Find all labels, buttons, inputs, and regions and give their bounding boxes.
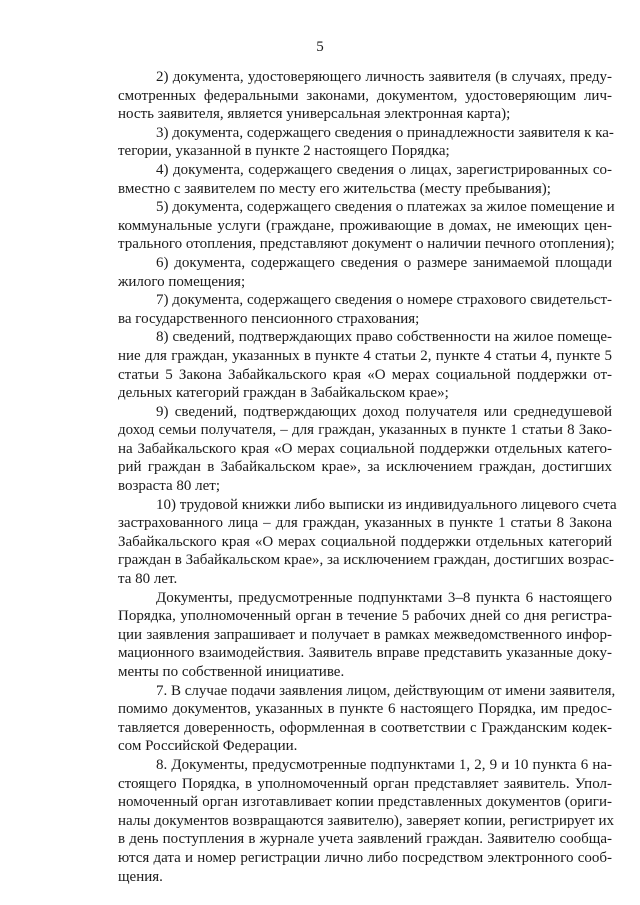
text-line: граждан в Забайкальском крае», за исключением граждан, достигших возрас- [118,552,614,569]
text-line: в день поступления в журнале учета заявлений граждан. Заявителю сообща- [118,831,612,848]
text-line: сом Российской Федерации. [118,738,298,755]
text-line: 5) документа, содержащего сведения о платежах за жилое помещение и [156,199,615,216]
text-line: 6) документа, содержащего сведения о размере занимаемой площади [156,254,612,271]
page-number: 5 [316,39,324,55]
text-line: помимо документов, указанных в пункте 6 настоящего Порядка, им предос- [118,701,612,718]
paragraph [118,496,617,589]
text-line: 7) документа, содержащего сведения о номере страхового свидетельст- [156,292,612,309]
paragraph [118,291,612,328]
document-body [118,68,617,886]
text-line: рий граждан в Забайкальском крае», за исключением граждан, достигших [118,459,612,476]
text-line: щения. [118,868,163,885]
text-line: Документы, предусмотренные подпунктами 3–8 пункта 6 настоящего [156,589,612,606]
text-line: вместно с заявителем по месту его жительства (месту пребывания); [118,180,551,197]
text-line: дельных категорий граждан в Забайкальском крае»; [118,385,449,402]
paragraph [118,328,612,402]
text-line: ции заявления запрашивает и получает в рамках межведомственного инфор- [118,626,612,643]
paragraph [118,68,612,124]
paragraph [118,161,612,198]
text-line: смотренных федеральными законами, документом, удостоверяющим лич- [118,87,612,104]
text-line: доход семьи получателя, – для граждан, указанных в пункте 1 статьи 8 Зако- [118,422,612,439]
paragraph [118,756,612,886]
text-line: стоящего Порядка, в уполномоченный орган представляет заявитель. Упол- [118,775,612,792]
text-line: статьи 5 Закона Забайкальского края «О мерах социальной поддержки от- [118,366,612,383]
text-line: номоченный орган изготавливает копии представленных документов (ориги- [118,794,612,811]
text-line: жилого помещения; [118,273,246,290]
text-line: 8) сведений, подтверждающих право собственности на жилое помеще- [156,329,612,346]
paragraph [118,589,612,682]
text-line: ность заявителя, является универсальная электронная карта); [118,106,511,123]
text-line: трального отопления, представляют документ о наличии печного отопления); [118,236,615,253]
text-line: та 80 лет. [118,571,178,588]
text-line: 2) документа, удостоверяющего личность заявителя (в случаях, преду- [156,69,612,85]
text-line: 4) документа, содержащего сведения о лицах, зарегистрированных со- [156,161,612,178]
text-line: тегории, указанной в пункте 2 настоящего Порядка; [118,143,450,160]
text-line: возраста 80 лет; [118,478,220,495]
paragraph [118,682,616,756]
text-line: тавляется доверенность, оформленная в соответствии с Гражданским кодек- [118,719,612,736]
text-line: ние для граждан, указанных в пункте 4 статьи 2, пункте 4 статьи 4, пункте 5 [118,347,612,364]
paragraph [118,403,612,496]
paragraph [118,198,615,254]
text-line: налы документов возвращаются заявителю), заверяет копии, регистрирует их [118,812,614,829]
text-line: Порядка, уполномоченный орган в течение 5 рабочих дней со дня регистра- [118,608,612,625]
text-line: коммунальные услуги (граждане, проживающие в домах, не имеющих цен- [118,217,612,234]
text-line: ва государственного пенсионного страхования; [118,310,420,327]
paragraph [118,124,612,161]
text-line: 7. В случае подачи заявления лицом, действующим от имени заявителя, [156,682,616,699]
text-line: на Забайкальского края «О мерах социальной поддержки отдельных катего- [118,440,612,457]
text-line: 10) трудовой книжки либо выписки из индивидуального лицевого счета [156,496,617,513]
text-line: Забайкальского края «О мерах социальной поддержки отдельных категорий [118,533,612,550]
text-line: мационного взаимодействия. Заявитель вправе представить указанные доку- [118,645,612,662]
text-line: 3) документа, содержащего сведения о принадлежности заявителя к ка- [156,124,614,141]
paragraph [118,254,612,291]
text-line: ются дата и номер регистрации лично либо посредством электронного сооб- [118,849,612,866]
text-line: 9) сведений, подтверждающих доход получателя или среднедушевой [156,403,612,420]
text-line: менты по собственной инициативе. [118,664,345,680]
text-line: застрахованного лица – для граждан, указанных в пункте 1 статьи 8 Закона [118,515,612,532]
text-line: 8. Документы, предусмотренные подпунктами 1, 2, 9 и 10 пункта 6 на- [156,756,612,773]
